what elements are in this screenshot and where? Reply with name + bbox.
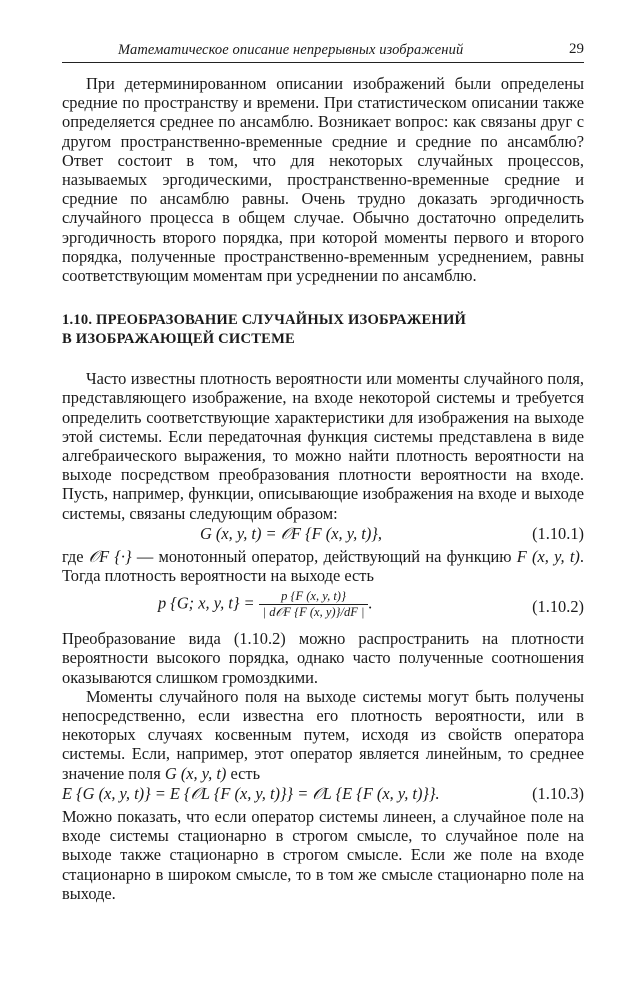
section-title-line2: В ИЗОБРАЖАЮЩЕЙ СИСТЕМЕ — [62, 331, 295, 348]
fraction-numerator: p {F (x, y, t)} — [259, 589, 369, 605]
equation-1-10-1 — [62, 523, 584, 547]
equation-number: (1.10.2) — [532, 597, 584, 617]
text-is: есть — [230, 763, 261, 783]
section-heading — [62, 311, 584, 349]
equation-number: (1.10.3) — [532, 783, 584, 803]
section-title-line1: ПРЕОБРАЗОВАНИЕ СЛУЧАЙНЫХ ИЗОБРАЖЕНИЙ — [96, 312, 467, 329]
equation-1-10-2 — [62, 585, 584, 629]
operator-symbol: 𝒪F {·} — [88, 546, 132, 566]
text-moments: Моменты случайного поля на выходе системы могут быть получены непосредственно, если известна его плотность вероятности, или в некоторых случаях косвенным путем, исходя из свойств оператора системы. Если, например, этот оператор является линейным, то среднее значение поля — [62, 686, 584, 783]
running-title: Математическое описание непрерывных изображений — [118, 42, 464, 58]
equation-tail: . — [368, 593, 373, 613]
page-number: 29 — [569, 41, 584, 57]
section-number: 1.10. — [62, 312, 93, 329]
text-where: где — [62, 546, 84, 566]
fraction-denominator: | d𝒪F {F (x, y)}/dF | — [262, 605, 365, 620]
text-output-density: . Тогда плотность вероятности на выходе есть — [62, 546, 584, 586]
equation-lhs: p {G; x, y, t} = — [158, 593, 255, 613]
equation-expression — [158, 589, 373, 620]
paragraph-moments — [62, 687, 584, 783]
output-field: G (x, y, t) — [164, 763, 227, 783]
page-header — [62, 40, 584, 63]
equation-expression: E {G (x, y, t)} = E {𝒪L {F (x, y, t)}} = 𝒪L {E {F (x, y, t)}}. — [62, 783, 440, 803]
paragraph-stationarity: Можно показать, что если оператор системы линеен, а случайное поле на входе системы стационарно в строгом смысле, то случайное поле на выходе также стационарно в строгом смысле. Если же поле на входе стационарно в широком смысле, то в том же смысле стационарно поле на выходе. — [62, 806, 584, 903]
input-function: F (x, y, t) — [516, 546, 580, 566]
text-monotone: — монотонный оператор, действующий на функцию — [136, 546, 512, 566]
fraction — [259, 589, 369, 620]
equation-1-10-3 — [62, 783, 584, 807]
equation-number: (1.10.1) — [532, 523, 584, 543]
paragraph-operator — [62, 547, 584, 585]
paragraph-extension: Преобразование вида (1.10.2) можно распространить на плотности вероятности высокого порядка, однако часто полученные соотношения оказываются слишком громоздкими. — [62, 629, 584, 687]
equation-expression: G (x, y, t) = 𝒪F {F (x, y, t)}, — [200, 523, 382, 543]
page-body — [62, 74, 584, 903]
paragraph-ergodicity: При детерминированном описании изображений были определены средние по пространству и времени. При статистическом описании также определяется среднее по ансамблю. Возникает вопрос: как связаны друг с другом пространственно-временные средние и средние по ансамблю? Ответ состоит в том, что для некоторых случайных процессов, называемых эргодическими, пространственно-временные средние и средние по ансамблю равны. Очень трудно доказать эргодичность случайного процесса в общем случае. Обычно достаточно определить эргодичность второго порядка, при которой моменты первого и второго порядка, полученные пространственно-временным усреднением, равны соответствующим моментам при усреднении по ансамблю. — [62, 74, 584, 286]
paragraph-intro: Часто известны плотность вероятности или моменты случайного поля, представляющего изображение, на входе некоторой системы и требуется определить соответствующие характеристики для изображения на выходе этой системы. Если передаточная функция системы представлена в виде алгебраического выражения, то можно найти плотность вероятности на выходе посредством преобразования плотности вероятности на входе. Пусть, например, функции, описывающие изображения на входе и выходе системы, связаны следующим образом: — [62, 369, 584, 523]
